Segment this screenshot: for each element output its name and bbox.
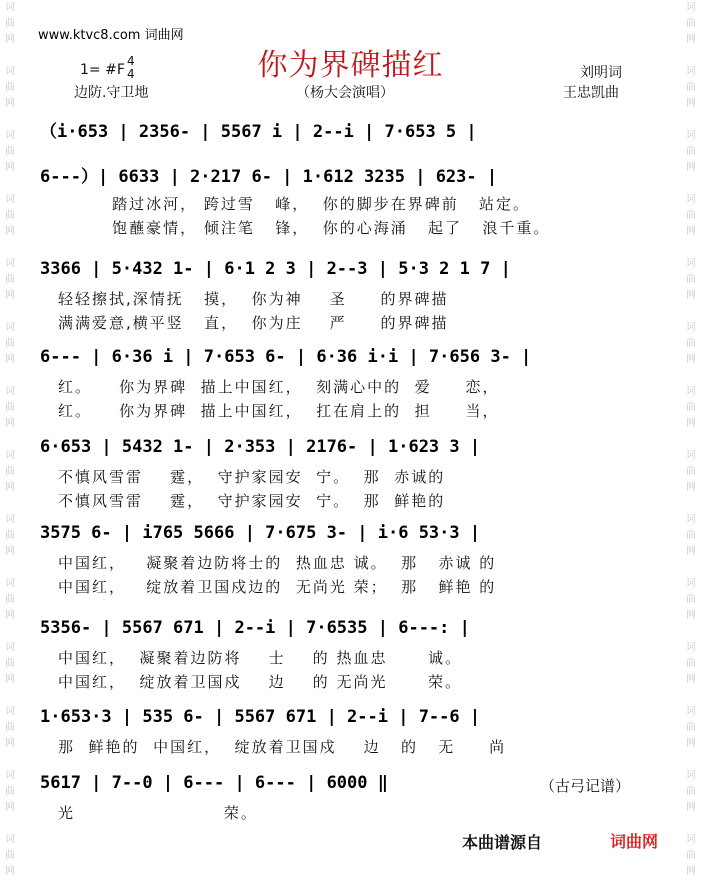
key-signature: 1= #F (80, 62, 125, 78)
notation-line: 5617 | 7--0 | 6--- | 6--- | 6000 ‖ (40, 773, 388, 793)
lyric-line: 踏过冰河， 跨过雪 峰， 你的脚步在界碑前 站定。 (58, 195, 531, 213)
lyric-line: 红。 你为界碑 描上中国红， 刻满心中的 爱 恋， (58, 378, 500, 396)
lyric-line: 轻轻擦拭,深情抚 摸， 你为神 圣 的界碑描 (58, 290, 449, 308)
song-title: 你为界碑描红 (257, 48, 444, 83)
lyricist: 刘明词 (580, 65, 622, 81)
notation-line: 6--- | 6·36 i | 7·653 6- | 6·36 i·i | 7·656 3- | (40, 347, 532, 367)
notation-line: 3366 | 5·432 1- | 6·1 2 3 | 2--3 | 5·3 2 1 7 | (40, 259, 511, 279)
notation-line: 6·653 | 5432 1- | 2·353 | 2176- | 1·623 3 | (40, 437, 481, 457)
notation-line: 5356- | 5567 671 | 2--i | 7·6535 | 6---: | (40, 618, 470, 638)
source-label: 本曲谱源自 (462, 833, 543, 852)
lyric-line: 那 鲜艳的 中国红， 绽放着卫国戍 边 的 无 尚 (58, 738, 507, 756)
watermark-left: 词 曲 网 词 曲 网 词 曲 网 词 曲 网 词 曲 网 词 曲 网 词 曲 网 词 曲 网 词 曲 网 词 曲 网 词 曲 网 词 曲 网 词 曲 网 词 曲 网 (5, 2, 15, 877)
lyric-line: 不慎风雪雷 霆， 守护家园安 宁。 那 鲜艳的 (58, 492, 446, 510)
transcriber-credit: （古弓记谱） (540, 777, 631, 795)
time-signature (127, 55, 135, 81)
site-url[interactable]: www.ktvc8.com 词曲网 (38, 28, 184, 43)
notation-line: 3575 6- | i765 5666 | 7·675 3- | i·6 53·3 | (40, 523, 481, 543)
lyric-line: 中国红， 绽放着卫国戍 边 的 无尚光 荣。 (58, 673, 463, 691)
notation-line: 6---）| 6633 | 2·217 6- | 1·612 3235 | 623- | (40, 166, 498, 187)
lyric-line: 红。 你为界碑 描上中国红， 扛在肩上的 担 当， (58, 402, 500, 420)
lyric-line: 中国红， 凝聚着边防将士的 热血忠 诚。 那 赤诚 的 (58, 554, 497, 572)
performer: （杨大会演唱） (296, 85, 394, 101)
composer: 王忠凯曲 (563, 85, 619, 101)
lyric-line: 光 荣。 (58, 804, 258, 822)
time-signature-bottom: 4 (127, 67, 135, 81)
lyric-line: 满满爱意,横平竖 直， 你为庄 严 的界碑描 (58, 314, 449, 332)
lyric-line: 中国红， 凝聚着边防将 士 的 热血忠 诚。 (58, 649, 463, 667)
brand-logo[interactable]: 词曲网 (610, 832, 659, 851)
origin: 边防.守卫地 (74, 85, 149, 101)
notation-line: （i·653 | 2356- | 5567 i | 2--i | 7·653 5 | (40, 121, 477, 142)
lyric-line: 不慎风雪雷 霆， 守护家园安 宁。 那 赤诚的 (58, 468, 446, 486)
lyric-line: 饱蘸豪情， 倾注笔 锋， 你的心海涌 起了 浪千重。 (58, 219, 551, 237)
watermark-right: 词 曲 网 词 曲 网 词 曲 网 词 曲 网 词 曲 网 词 曲 网 词 曲 网 词 曲 网 词 曲 网 词 曲 网 词 曲 网 词 曲 网 词 曲 网 词 曲 网 (686, 2, 696, 877)
time-signature-top: 4 (127, 54, 135, 68)
notation-line: 1·653·3 | 535 6- | 5567 671 | 2--i | 7--6 | (40, 707, 481, 727)
lyric-line: 中国红， 绽放着卫国戍边的 无尚光 荣； 那 鲜艳 的 (58, 578, 497, 596)
